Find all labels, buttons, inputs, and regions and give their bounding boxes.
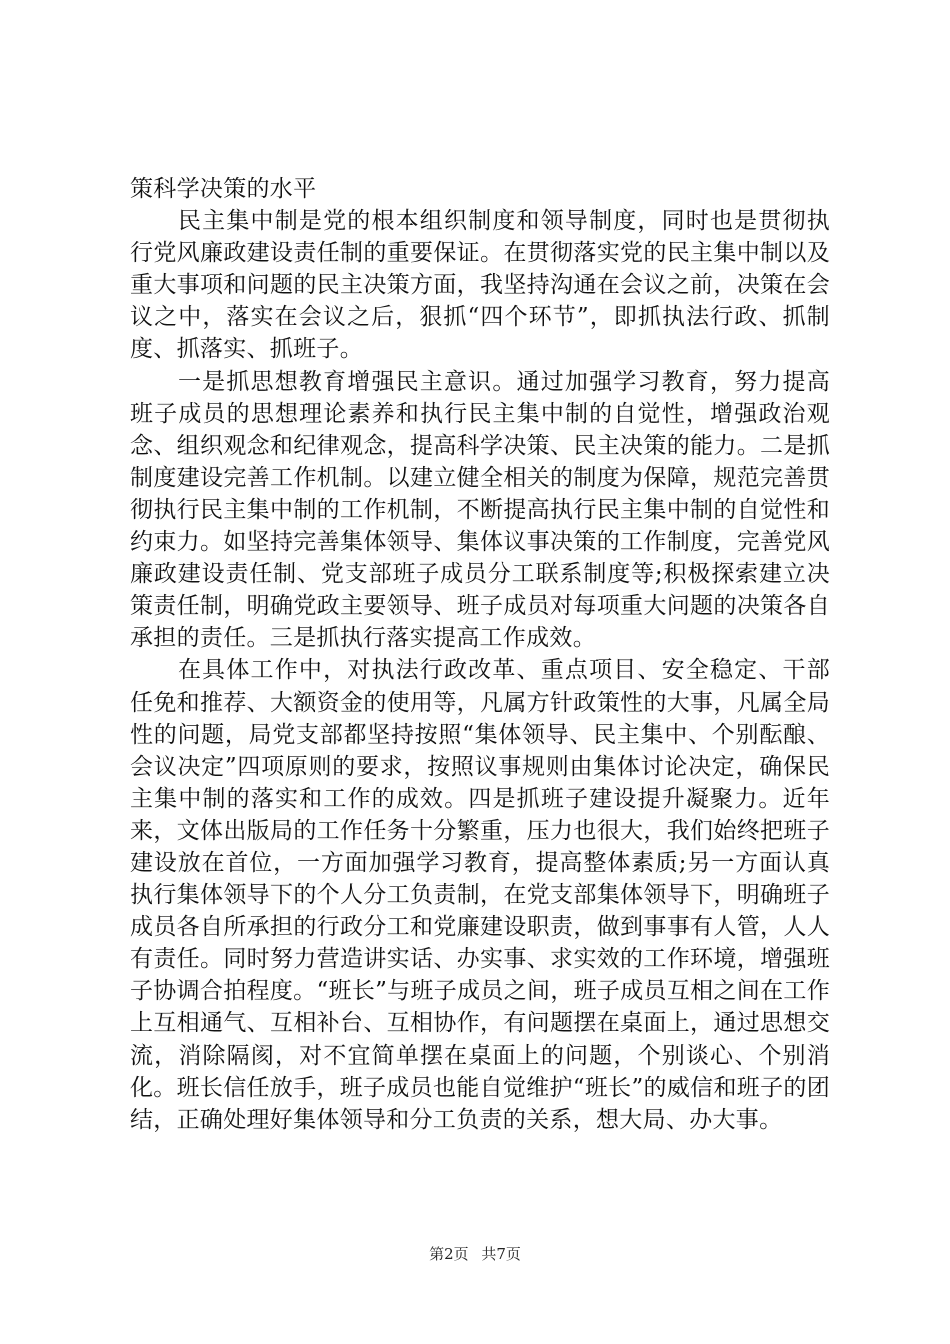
document-body	[130, 173, 830, 1136]
page-footer	[0, 1244, 950, 1264]
paragraph-3: 一是抓思想教育增强民主意识。通过加强学习教育，努力提高班子成员的思想理论素养和执行民主集中制的自觉性，增强政治观念、组织观念和纪律观念，提高科学决策、民主决策的能力。二是抓制度建设完善工作机制。以建立健全相关的制度为保障，规范完善贯彻执行民主集中制的工作机制，不断提高执行民主集中制的自觉性和约束力。如坚持完善集体领导、集体议事决策的工作制度，完善党风廉政建设责任制、党支部班子成员分工联系制度等;积极探索建立决策责任制，明确党政主要领导、班子成员对每项重大问题的决策各自承担的责任。三是抓执行落实提高工作成效。	[130, 368, 830, 652]
page-number: 第2页	[429, 1245, 469, 1263]
paragraph-4: 在具体工作中，对执法行政改革、重点项目、安全稳定、干部任免和推荐、大额资金的使用等，凡属方针政策性的大事，凡属全局性的问题，局党支部都坚持按照“集体领导、民主集中、个别酝酿、会议决定”四项原则的要求，按照议事规则由集体讨论决定，确保民主集中制的落实和工作的成效。四是抓班子建设提升凝聚力。近年来，文体出版局的工作任务十分繁重，压力也很大，我们始终把班子建设放在首位，一方面加强学习教育，提高整体素质;另一方面认真执行集体领导下的个人分工负责制，在党支部集体领导下，明确班子成员各自所承担的行政分工和党廉建设职责，做到事事有人管，人人有责任。同时努力营造讲实话、办实事、求实效的工作环境，增强班子协调合拍程度。“班长”与班子成员之间，班子成员互相之间在工作上互相通气、互相补台、互相协作，有问题摆在桌面上，通过思想交流，消除隔阂，对不宜简单摆在桌面上的问题，个别谈心、个别消化。班长信任放手，班子成员也能自觉维护“班长”的威信和班子的团结，正确处理好集体领导和分工负责的关系，想大局、办大事。	[130, 657, 830, 1133]
paragraph-1: 策科学决策的水平	[130, 176, 317, 202]
total-pages: 共7页	[481, 1245, 521, 1263]
paragraph-2: 民主集中制是党的根本组织制度和领导制度，同时也是贯彻执行党风廉政建设责任制的重要保证。在贯彻落实党的民主集中制以及重大事项和问题的民主决策方面，我坚持沟通在会议之前，决策在会议之中，落实在会议之后，狠抓“四个环节”，即抓执法行政、抓制度、抓落实、抓班子。	[130, 208, 830, 363]
